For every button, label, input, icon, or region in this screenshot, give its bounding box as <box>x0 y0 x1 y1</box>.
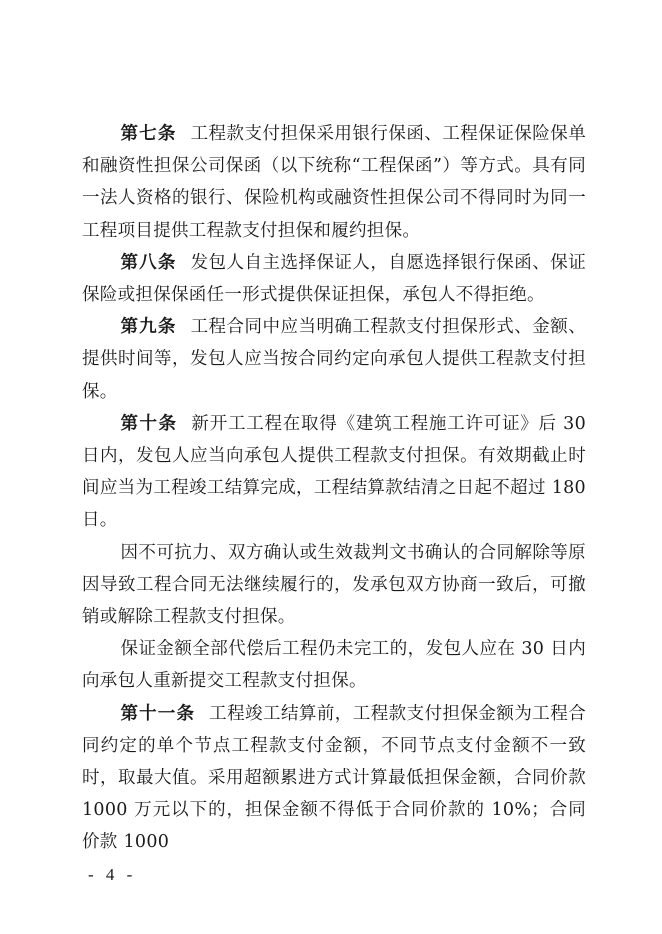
page-number: - 4 - <box>88 865 137 884</box>
article-text: 工程款支付担保采用银行保函、工程保证保险保单和融资性担保公司保函（以下统称“工程保函”）等方式。具有同一法人资格的银行、保险机构或融资性担保公司不得同时为同一工程项目提供工程款支付担保和履约担保。 <box>82 124 587 241</box>
article-text: 工程合同中应当明确工程款支付担保形式、金额、提供时间等，发包人应当按合同约定向承包人提供工程款支付担保。 <box>82 317 587 402</box>
article-9-paragraph <box>82 311 586 408</box>
article-10-clause-2 <box>82 537 586 634</box>
article-number: 第八条 <box>120 252 177 273</box>
document-body <box>82 118 586 859</box>
article-number: 第九条 <box>120 317 177 338</box>
clause-text: 因不可抗力、双方确认或生效裁判文书确认的合同解除等原因导致工程合同无法继续履行的，发承包双方协商一致后，可撤销或解除工程款支付担保。 <box>82 542 586 628</box>
article-number: 第七条 <box>120 124 177 144</box>
article-number: 第十条 <box>120 413 178 434</box>
article-11-paragraph <box>82 698 586 859</box>
article-8-paragraph <box>82 247 586 311</box>
article-number: 第十一条 <box>120 703 196 724</box>
article-text: 新开工工程在取得《建筑工程施工许可证》后 30 日内，发包人应当向承包人提供工程款支付担保。有效期截止时间应当为工程竣工结算完成，工程结算款结清之日起不超过 180 日。 <box>82 413 587 531</box>
article-10-clause-3 <box>82 633 586 697</box>
article-7-paragraph <box>82 118 586 247</box>
clause-text: 保证金额全部代偿后工程仍未完工的，发包人应在 30 日内向承包人重新提交工程款支付担保。 <box>82 639 586 692</box>
article-text: 工程竣工结算前，工程款支付担保金额为工程合同约定的单个节点工程款支付金额，不同节点支付金额不一致时，取最大值。采用超额累进方式计算最低担保金额，合同价款 1000 万元以下的，担保金额不得低于合同价款的 10%；合同价款 1000 <box>82 703 586 853</box>
article-10-paragraph <box>82 408 586 537</box>
article-text: 发包人自主选择保证人，自愿选择银行保函、保证保险或担保保函任一形式提供保证担保，承包人不得拒绝。 <box>82 252 587 306</box>
